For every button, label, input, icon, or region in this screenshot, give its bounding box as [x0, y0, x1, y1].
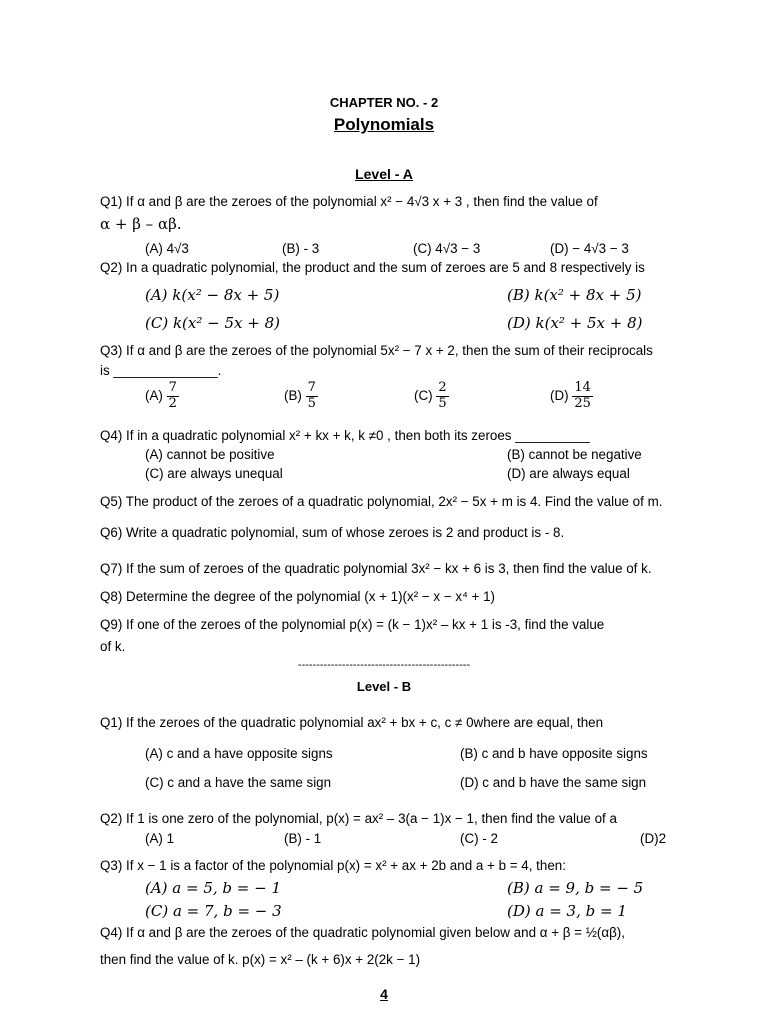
section-separator: -----------------------------------------------	[297, 659, 471, 671]
b-q1-opt-d: (D) c and b have the same sign	[460, 775, 647, 790]
b-q3: Q3) If x − 1 is a factor of the polynomial p(x) = x² + ax + 2b and a + b = 4, then:	[100, 858, 566, 873]
a-q1-opt-d: (D) − 4√3 − 3	[550, 241, 629, 256]
b-q2-opt-d: (D)2	[640, 831, 667, 846]
b-q4: Q4) If α and β are the zeroes of the quadratic polynomial given below and α + β = ½(αβ),	[100, 925, 625, 940]
a-q1: Q1) If α and β are the zeroes of the polynomial x² − 4√3 x + 3 , then find the value of	[100, 194, 598, 209]
a-q6: Q6) Write a quadratic polynomial, sum of whose zeroes is 2 and product is - 8.	[100, 525, 565, 540]
a-q4-opt-b: (B) cannot be negative	[507, 447, 642, 462]
b-q2-opt-a: (A) 1	[145, 831, 175, 846]
b-q3-opt-b: (B) a = 9, b = − 5	[507, 879, 644, 897]
level-b-heading: Level - B	[356, 679, 412, 694]
a-q3-opt-d	[550, 381, 593, 412]
a-q4-opt-c: (C) are always unequal	[145, 466, 283, 481]
a-q1-opt-c: (C) 4√3 − 3	[413, 241, 481, 256]
option-label: (D)	[550, 387, 569, 403]
b-q2-opt-c: (C) - 2	[460, 831, 498, 846]
a-q3-opt-b	[284, 381, 318, 412]
a-q1-opt-b: (B) - 3	[282, 241, 320, 256]
b-q3-opt-d: (D) a = 3, b = 1	[507, 902, 627, 920]
fraction: $\frac{14}{25}$	[574, 380, 591, 411]
level-a-heading: Level - A	[355, 166, 413, 182]
a-q8: Q8) Determine the degree of the polynomial (x + 1)(x² − x − x⁴ + 1)	[100, 589, 496, 604]
b-q1: Q1) If the zeroes of the quadratic polynomial ax² + bx + c, c ≠ 0where are equal, then	[100, 715, 604, 730]
a-q2-opt-b: (B) k(x² + 8x + 5)	[507, 286, 642, 304]
b-q4-line2: then find the value of k. p(x) = x² – (k + 6)x + 2(2k − 1)	[100, 952, 421, 967]
a-q4: Q4) If in a quadratic polynomial x² + kx + k, k ≠0 , then both its zeroes __________	[100, 428, 590, 443]
fraction: $\frac{2}{5}$	[438, 380, 447, 411]
b-q3-opt-c: (C) a = 7, b = − 3	[145, 902, 282, 920]
a-q3-opt-c	[414, 381, 449, 412]
a-q5: Q5) The product of the zeroes of a quadratic polynomial, 2x² − 5x + m is 4. Find the value of m.	[100, 494, 663, 509]
a-q9-line2: of k.	[100, 639, 126, 654]
option-label: (B)	[284, 387, 302, 403]
b-q1-opt-c: (C) c and a have the same sign	[145, 775, 332, 790]
a-q9: Q9) If one of the zeroes of the polynomial p(x) = (k − 1)x² – kx + 1 is -3, find the value	[100, 617, 605, 632]
b-q2-opt-b: (B) - 1	[284, 831, 322, 846]
a-q3-opt-a	[145, 381, 179, 412]
a-q3: Q3) If α and β are the zeroes of the polynomial 5x² − 7 x + 2, then the sum of their reciprocals	[100, 343, 653, 358]
a-q2: Q2) In a quadratic polynomial, the product and the sum of zeroes are 5 and 8 respectively is	[100, 260, 645, 275]
b-q1-opt-b: (B) c and b have opposite signs	[460, 746, 648, 761]
chapter-title: Polynomials	[333, 115, 435, 134]
chapter-number: CHAPTER NO. - 2	[329, 95, 439, 110]
a-q2-opt-a: (A) k(x² − 8x + 5)	[145, 286, 280, 304]
fraction: $\frac{7}{5}$	[307, 380, 316, 411]
a-q4-opt-a: (A) cannot be positive	[145, 447, 275, 462]
page-number: 4	[380, 986, 388, 1002]
a-q1-line2: α + β – αβ.	[100, 215, 182, 233]
b-q1-opt-a: (A) c and a have opposite signs	[145, 746, 333, 761]
a-q2-opt-c: (C) k(x² − 5x + 8)	[145, 314, 280, 332]
a-q7: Q7) If the sum of zeroes of the quadratic polynomial 3x² − kx + 6 is 3, then find the value of k.	[100, 561, 652, 576]
option-label: (A)	[145, 387, 163, 403]
fraction: $\frac{7}{2}$	[168, 380, 177, 411]
b-q3-opt-a: (A) a = 5, b = − 1	[145, 879, 282, 897]
b-q2: Q2) If 1 is one zero of the polynomial, p(x) = ax² – 3(a − 1)x − 1, then find the value of a	[100, 811, 617, 826]
option-label: (C)	[414, 387, 433, 403]
a-q3-line2: is ______________.	[100, 363, 222, 378]
a-q1-opt-a: (A) 4√3	[145, 241, 189, 256]
a-q4-opt-d: (D) are always equal	[507, 466, 630, 481]
a-q2-opt-d: (D) k(x² + 5x + 8)	[507, 314, 643, 332]
